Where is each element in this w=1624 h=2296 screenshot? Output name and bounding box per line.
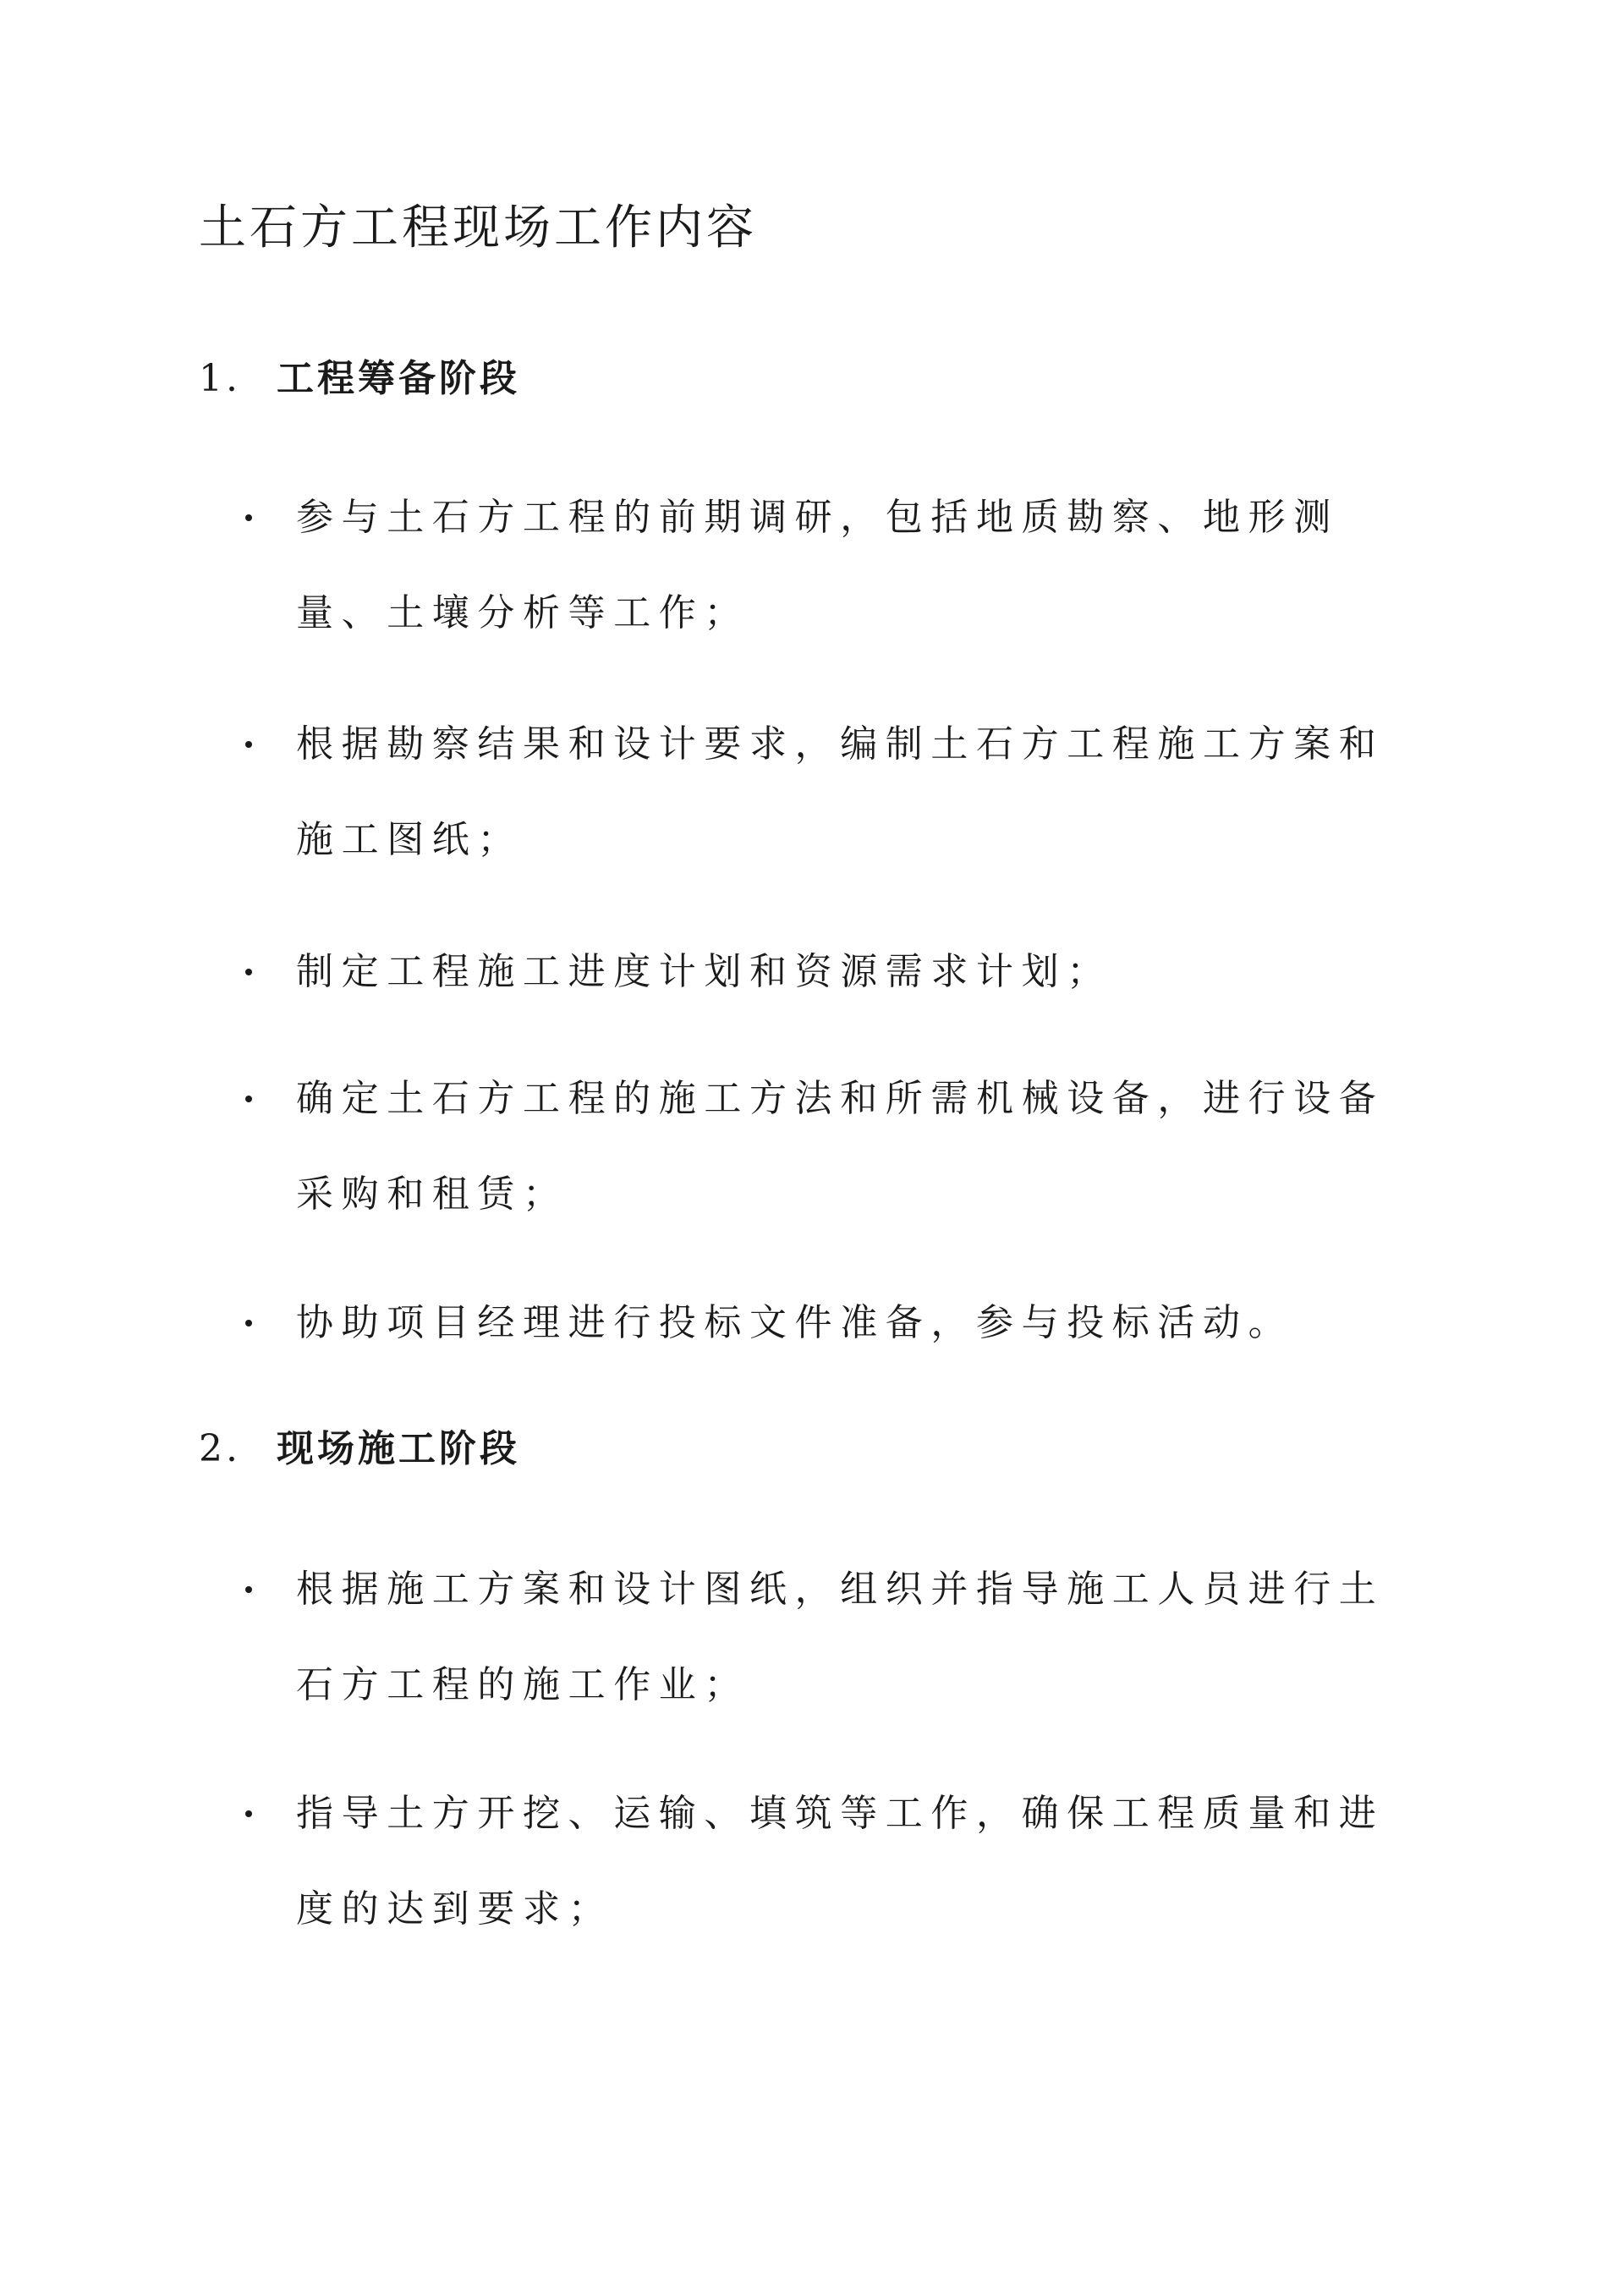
list-item	[245, 491, 1429, 661]
list-item	[245, 1787, 1429, 1957]
section-title: 现场施工阶段	[277, 1427, 520, 1470]
list-item	[245, 945, 1429, 1019]
list-item	[245, 1296, 1429, 1370]
section-number: 1.	[199, 357, 241, 400]
list-item-text: 指导土方开挖、运输、填筑等工作，确保工程质量和进度的达到要求；	[296, 1792, 1385, 1931]
list-item-text: 制定工程施工进度计划和资源需求计划；	[296, 950, 1112, 993]
list-item	[245, 1563, 1429, 1733]
section-heading-2	[199, 1424, 520, 1475]
bullet-icon	[245, 741, 252, 748]
section-heading-1	[199, 354, 520, 404]
section-title: 工程筹备阶段	[277, 357, 520, 400]
bullet-icon	[245, 1810, 252, 1817]
list-item	[245, 1072, 1429, 1242]
bullet-icon	[245, 514, 252, 521]
bullet-icon	[245, 1320, 252, 1327]
list-item-text: 协助项目经理进行投标文件准备，参与投标活动。	[296, 1301, 1294, 1344]
list-item	[245, 717, 1429, 887]
list-item-text: 确定土石方工程的施工方法和所需机械设备，进行设备采购和租赁；	[296, 1077, 1385, 1216]
bullet-icon	[245, 969, 252, 975]
document-title: 土石方工程现场工作内容	[199, 200, 757, 255]
list-item-text: 根据勘察结果和设计要求，编制土石方工程施工方案和施工图纸；	[296, 722, 1385, 861]
list-item-text: 根据施工方案和设计图纸，组织并指导施工人员进行土石方工程的施工作业；	[296, 1568, 1385, 1706]
bullet-icon	[245, 1586, 252, 1593]
list-item-text: 参与土石方工程的前期调研，包括地质勘察、地形测量、土壤分析等工作；	[296, 496, 1339, 634]
bullet-icon	[245, 1096, 252, 1102]
section-number: 2.	[199, 1427, 241, 1470]
